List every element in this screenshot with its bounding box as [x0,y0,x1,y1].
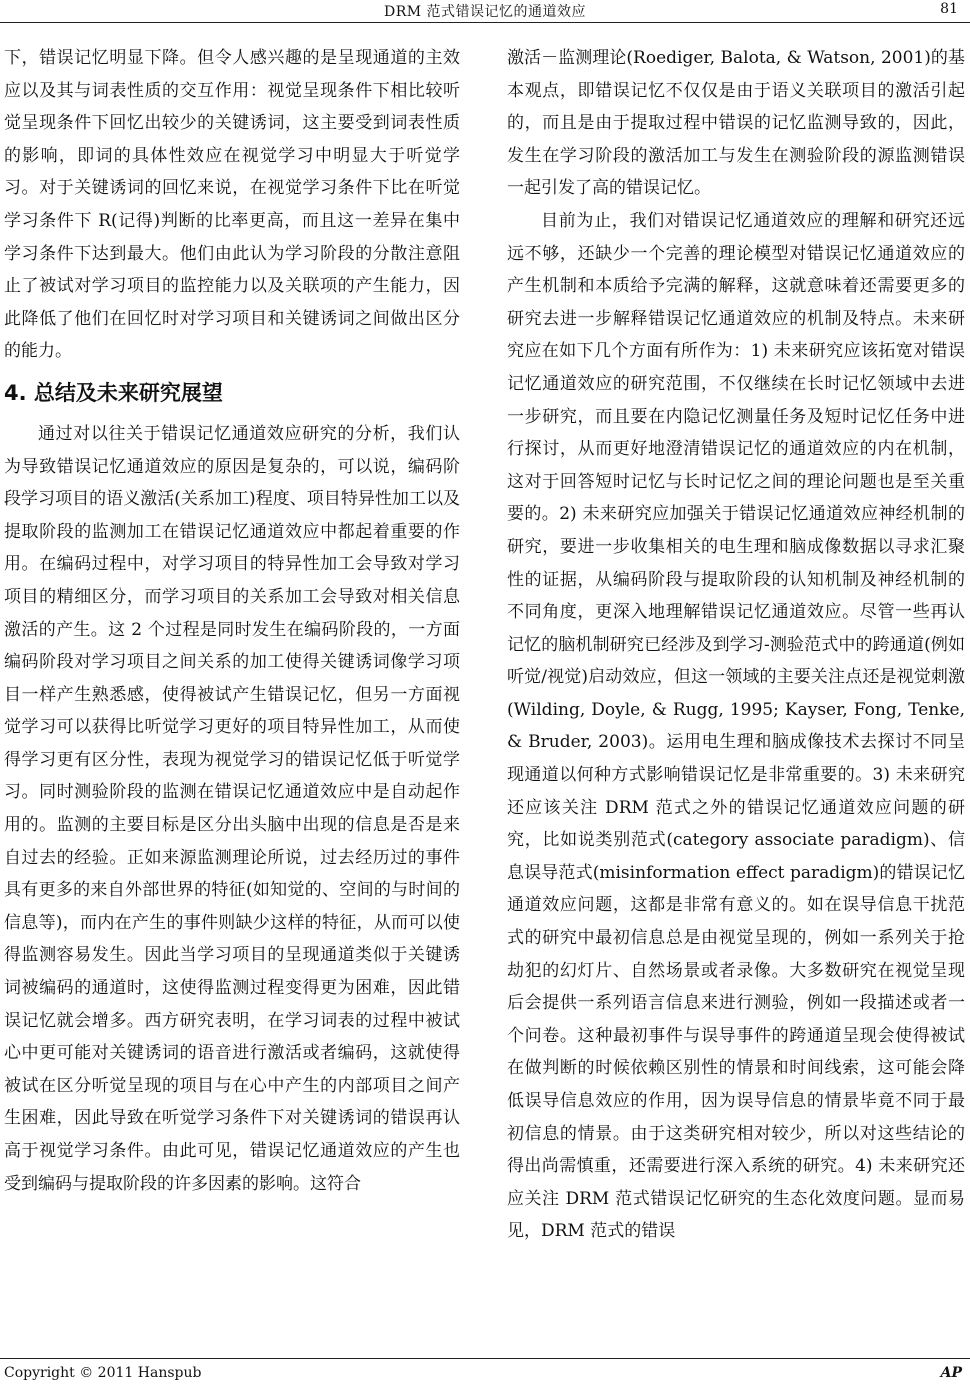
right-column [507,42,965,1248]
page-header [0,0,970,23]
journal-abbrev: AP [940,1365,962,1381]
section-heading: 4. 总结及未来研究展望 [4,380,223,405]
running-title: DRM 范式错误记忆的通道效应 [383,4,587,20]
right-paragraph-2: 目前为止，我们对错误记忆通道效应的理解和研究还远远不够，还缺少一个完善的理论模型对错误记忆通道效应的产生机制和本质给予完满的解释，这就意味着还需要更多的研究去进一步解释错误记忆通道效应的机制及特点。未来研究应在如下几个方面有所作为：1) 未来研究应该拓宽对错误记忆通道效应的研究范围，不仅继续在长时记忆领域中去进一步研究，而且要在内隐记忆测量任务及短时记忆任务中进行探讨，从而更好地澄清错误记忆的通道效应的内在机制，这对于回答短时记忆与长时记忆之间的理论问题也是至关重要的。2) 未来研究应加强关于错误记忆通道效应神经机制的研究，要进一步收集相关的电生理和脑成像数据以寻求汇聚性的证据，从编码阶段与提取阶段的认知机制及神经机制的不同角度，更深入地理解错误记忆通道效应。尽管一些再认记忆的脑机制研究已经涉及到学习-测验范式中的跨通道(例如听觉/视觉)启动效应，但这一领域的主要关注点还是视觉刺激(Wilding, Doyle, & Rugg, 1995; Kayser, Fong, Tenke, & Bruder, 2003)。运用电生理和脑成像技术去探讨不同呈现通道以何种方式影响错误记忆是非常重要的。3) 未来研究还应该关注 DRM 范式之外的错误记忆通道效应问题的研究，比如说类别范式(category associate paradigm)、信息误导范式(misinformation effect paradigm)的错误记忆通道效应问题，这都是非常有意义的。如在误导信息干扰范式的研究中最初信息总是由视觉呈现的，例如一系列关于抢劫犯的幻灯片、自然场景或者录像。大多数研究在视觉呈现后会提供一系列语言信息来进行测验，例如一段描述或者一个问卷。这种最初事件与误导事件的跨通道呈现会使得被试在做判断的时候依赖区别性的情景和时间线索，这可能会降低误导信息效应的作用，因为误导信息的情景毕竟不同于最初信息的情景。由于这类研究相对较少，所以对这些结论的得出尚需慎重，还需要进行深入系统的研究。4) 未来研究还应关注 DRM 范式错误记忆研究的生态化效度问题。显而易见，DRM 范式的错误 [507,210,965,1242]
page-footer [0,1358,970,1387]
left-column [4,42,460,1200]
page-number: 81 [940,1,958,17]
right-paragraph-1: 激活－监测理论(Roediger, Balota, & Watson, 2001)的基本观点，即错误记忆不仅仅是由于语义关联项目的激活引起的，而且是由于提取过程中错误的记忆监测导致的，因此，发生在学习阶段的激活加工与发生在测验阶段的源监测错误一起引发了高的错误记忆。 [507,48,965,199]
left-paragraph-1: 下，错误记忆明显下降。但令人感兴趣的是呈现通道的主效应以及其与词表性质的交互作用：视觉呈现条件下相比较听觉呈现条件下回忆出较少的关键诱词，这主要受到词表性质的影响，即词的具体性效应在视觉学习中明显大于听觉学习。对于关键诱词的回忆来说，在视觉学习条件下比在听觉学习条件下 R(记得)判断的比率更高，而且这一差异在集中学习条件下达到最大。他们由此认为学习阶段的分散注意阻止了被试对学习项目的监控能力以及关联项的产生能力，因此降低了他们在回忆时对学习项目和关键诱词之间做出区分的能力。 [4,48,460,362]
copyright-text: Copyright © 2011 Hanspub [4,1365,202,1381]
left-paragraph-2: 通过对以往关于错误记忆通道效应研究的分析，我们认为导致错误记忆通道效应的原因是复杂的，可以说，编码阶段学习项目的语义激活(关系加工)程度、项目特异性加工以及提取阶段的监测加工在错误记忆通道效应中都起着重要的作用。在编码过程中，对学习项目的特异性加工会导致对学习项目的精细区分，而学习项目的关系加工会导致对相关信息激活的产生。这 2 个过程是同时发生在编码阶段的，一方面编码阶段对学习项目之间关系的加工使得关键诱词像学习项目一样产生熟悉感，使得被试产生错误记忆，但另一方面视觉学习可以获得比听觉学习更好的项目特异性加工，从而使得学习更有区分性，表现为视觉学习的错误记忆低于听觉学习。同时测验阶段的监测在错误记忆通道效应中是自动起作用的。监测的主要目标是区分出头脑中出现的信息是否是来自过去的经验。正如来源监测理论所说，过去经历过的事件具有更多的来自外部世界的特征(如知觉的、空间的与时间的信息等)，而内在产生的事件则缺少这样的特征，从而可以使得监测容易发生。因此当学习项目的呈现通道类似于关键诱词被编码的通道时，这使得监测过程变得更为困难，因此错误记忆就会增多。西方研究表明，在学习词表的过程中被试心中更可能对关键诱词的语音进行激活或者编码，这就使得被试在区分听觉呈现的项目与在心中产生的内部项目之间产生困难，因此导致在听觉学习条件下对关键诱词的错误再认高于视觉学习条件。由此可见，错误记忆通道效应的产生也受到编码与提取阶段的许多因素的影响。这符合 [4,423,460,1194]
